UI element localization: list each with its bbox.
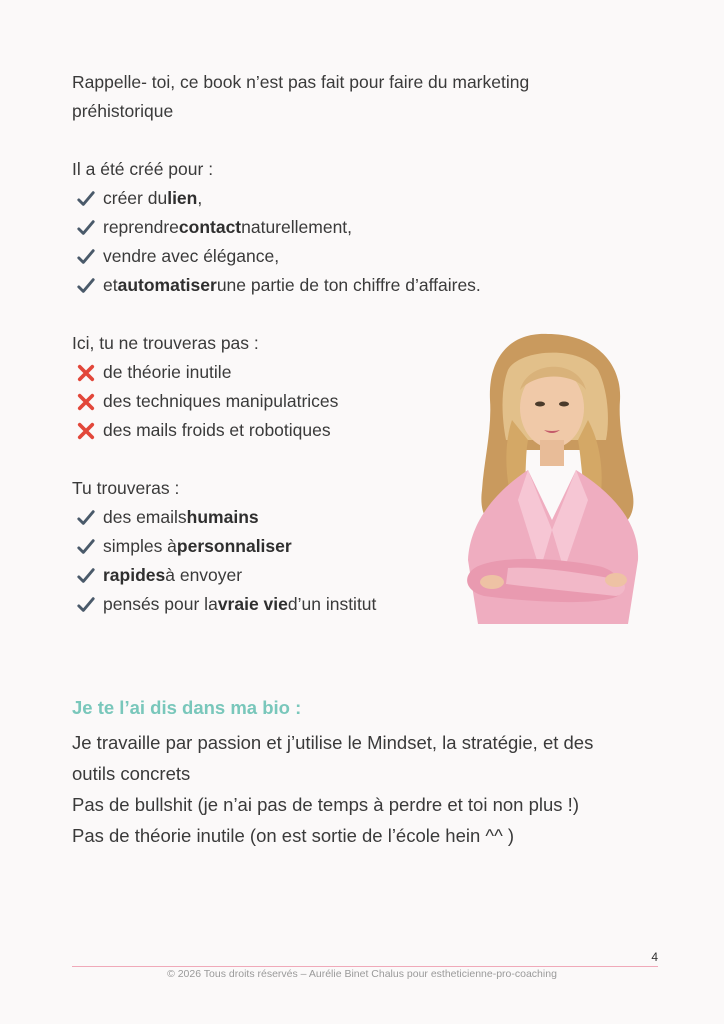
cross-mark-icon <box>77 364 95 382</box>
list-item: pensés pour la vraie vie d’un institut <box>72 590 672 619</box>
check-mark-icon <box>77 538 95 556</box>
intro-line-1: Rappelle- toi, ce book n’est pas fait pour faire du marketing <box>72 72 530 92</box>
bio-line-2: outils concrets <box>72 763 191 784</box>
check-mark-icon <box>77 509 95 527</box>
bio-text <box>72 727 672 851</box>
intro-line-2: préhistorique <box>72 101 174 121</box>
list-item: des techniques manipulatrices <box>72 387 672 416</box>
created-for-list <box>72 184 672 300</box>
bio-line-4: Pas de théorie inutile (on est sortie de l’école hein ^^ ) <box>72 825 515 846</box>
bio-line-1: Je travaille par passion et j’utilise le Mindset, la stratégie, et des <box>72 732 594 753</box>
list-item: reprendre contact naturellement, <box>72 213 672 242</box>
author-portrait <box>448 330 654 624</box>
list-item: des emails humains <box>72 503 672 532</box>
list-item: rapides à envoyer <box>72 561 672 590</box>
bio-line-3: Pas de bullshit (je n’ai pas de temps à perdre et toi non plus !) <box>72 794 579 815</box>
list-item: des mails froids et robotiques <box>72 416 672 445</box>
intro-text <box>72 68 672 126</box>
check-mark-icon <box>77 248 95 266</box>
list-item: simples à personnaliser <box>72 532 672 561</box>
check-mark-icon <box>77 190 95 208</box>
list-item: et automatiser une partie de ton chiffre d’affaires. <box>72 271 672 300</box>
list-item: créer du lien , <box>72 184 672 213</box>
cross-mark-icon <box>77 393 95 411</box>
found-title: Tu trouveras : <box>72 478 180 498</box>
check-mark-icon <box>77 596 95 614</box>
check-mark-icon <box>77 219 95 237</box>
not-found-title: Ici, tu ne trouveras pas : <box>72 333 259 353</box>
created-for-title: Il a été créé pour : <box>72 159 214 179</box>
footer-copyright: © 2026 Tous droits réservés – Aurélie Binet Chalus pour estheticienne-pro-coaching <box>167 968 557 980</box>
cross-mark-icon <box>77 422 95 440</box>
check-mark-icon <box>77 567 95 585</box>
bio-title: Je te l’ai dis dans ma bio : <box>72 697 302 718</box>
list-item: vendre avec élégance, <box>72 242 672 271</box>
footer-divider <box>72 966 658 967</box>
list-item: de théorie inutile <box>72 358 672 387</box>
page-number: 4 <box>651 950 658 964</box>
check-mark-icon <box>77 277 95 295</box>
